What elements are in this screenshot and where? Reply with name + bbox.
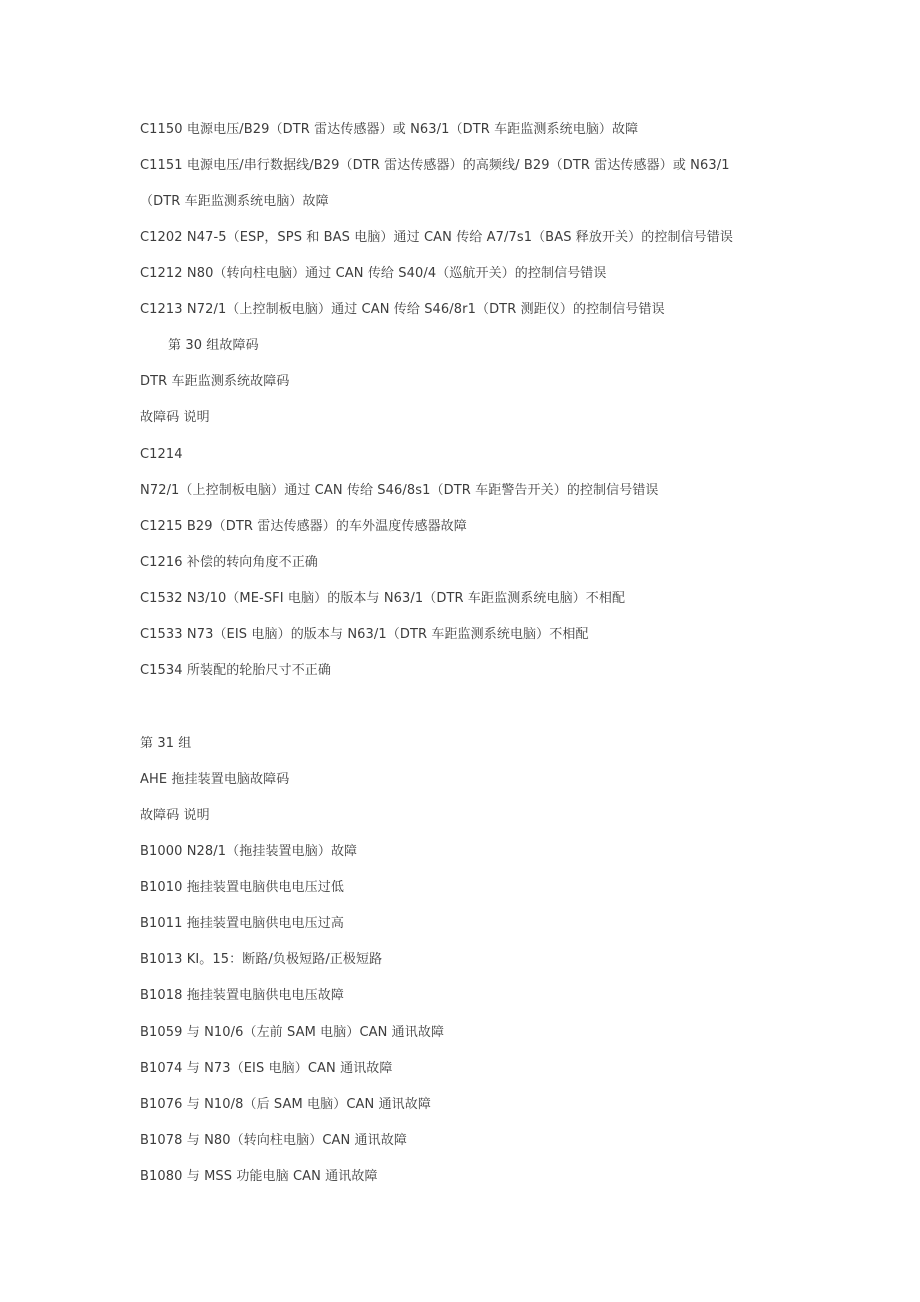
fault-line-b1013: B1013 KI。15：断路/负极短路/正极短路 (140, 952, 383, 967)
fault-line-c1215: C1215 B29（DTR 雷达传感器）的车外温度传感器故障 (140, 519, 467, 534)
fault-line-c1532: C1532 N3/10（ME-SFI 电脑）的版本与 N63/1（DTR 车距监测系统电脑）不相配 (140, 591, 626, 606)
column-header-code-desc: 故障码 说明 (140, 410, 210, 425)
section-heading-group-30: 第 30 组故障码 (168, 338, 259, 353)
fault-line-c1151: C1151 电源电压/串行数据线/B29（DTR 雷达传感器）的高频线/ B29（DTR 雷达传感器）或 N63/1 (140, 158, 730, 173)
section-title-dtr: DTR 车距监测系统故障码 (140, 374, 290, 389)
fault-line-b1018: B1018 拖挂装置电脑供电电压故障 (140, 988, 344, 1003)
fault-line-c1214: C1214 (140, 447, 183, 462)
section-title-ahe: AHE 拖挂装置电脑故障码 (140, 772, 290, 787)
fault-line-c1150: C1150 电源电压/B29（DTR 雷达传感器）或 N63/1（DTR 车距监测系统电脑）故障 (140, 122, 639, 137)
fault-line-c1151-cont: （DTR 车距监测系统电脑）故障 (140, 194, 329, 209)
fault-line-c1216: C1216 补偿的转向角度不正确 (140, 555, 318, 570)
fault-line-c1202: C1202 N47-5（ESP，SPS 和 BAS 电脑）通过 CAN 传给 A7/7s1（BAS 释放开关）的控制信号错误 (140, 230, 733, 245)
fault-line-b1080: B1080 与 MSS 功能电脑 CAN 通讯故障 (140, 1169, 378, 1184)
fault-line-c1212: C1212 N80（转向柱电脑）通过 CAN 传给 S40/4（巡航开关）的控制信号错误 (140, 266, 607, 281)
fault-line-c1533: C1533 N73（EIS 电脑）的版本与 N63/1（DTR 车距监测系统电脑）不相配 (140, 627, 589, 642)
fault-line-c1214-desc: N72/1（上控制板电脑）通过 CAN 传给 S46/8s1（DTR 车距警告开关）的控制信号错误 (140, 483, 659, 498)
fault-line-c1534: C1534 所装配的轮胎尺寸不正确 (140, 663, 331, 678)
fault-line-b1000: B1000 N28/1（拖挂装置电脑）故障 (140, 844, 358, 859)
section-heading-group-31: 第 31 组 (140, 736, 192, 751)
fault-line-c1213: C1213 N72/1（上控制板电脑）通过 CAN 传给 S46/8r1（DTR 测距仪）的控制信号错误 (140, 302, 665, 317)
fault-line-b1010: B1010 拖挂装置电脑供电电压过低 (140, 880, 344, 895)
fault-line-b1078: B1078 与 N80（转向柱电脑）CAN 通讯故障 (140, 1133, 407, 1148)
fault-line-b1074: B1074 与 N73（EIS 电脑）CAN 通讯故障 (140, 1061, 393, 1076)
fault-line-b1059: B1059 与 N10/6（左前 SAM 电脑）CAN 通讯故障 (140, 1025, 445, 1040)
fault-line-b1076: B1076 与 N10/8（后 SAM 电脑）CAN 通讯故障 (140, 1097, 431, 1112)
fault-line-b1011: B1011 拖挂装置电脑供电电压过高 (140, 916, 344, 931)
column-header-code-desc-2: 故障码 说明 (140, 808, 210, 823)
